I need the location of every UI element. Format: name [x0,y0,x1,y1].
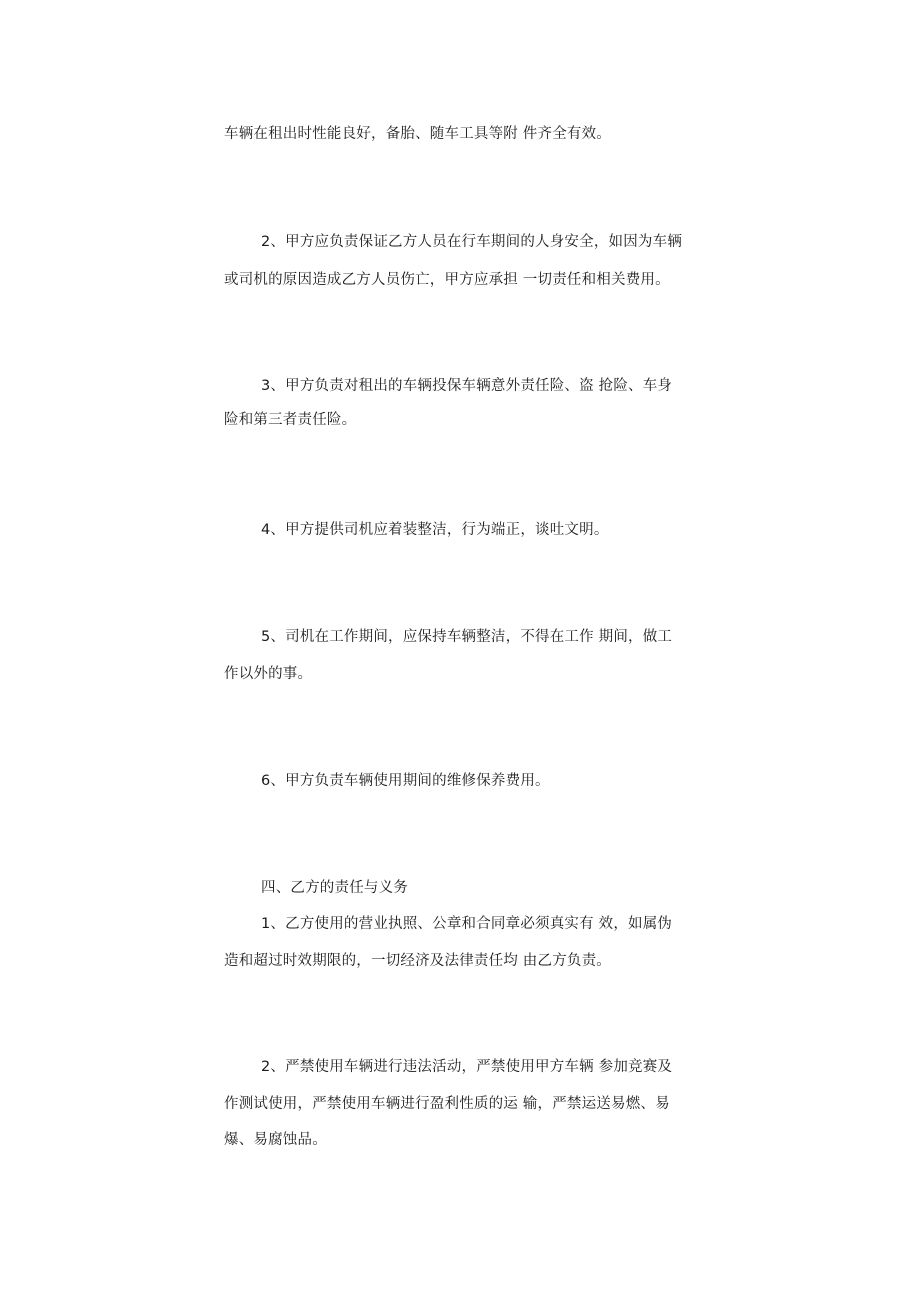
text-line: 2、严禁使用车辆进行违法活动，严禁使用甲方车辆 参加竞赛及 [261,1059,673,1075]
text-line: 4、甲方提供司机应着装整洁，行为端正，谈吐文明。 [261,522,609,538]
text-line: 作以外的事。 [224,666,313,682]
section-heading: 四、乙方的责任与义务 [261,880,408,896]
text-line: 车辆在租出时性能良好，备胎、随车工具等附 件齐全有效。 [224,126,612,142]
text-line: 2、甲方应负责保证乙方人员在行车期间的人身安全，如因为车辆 [261,234,683,250]
text-line: 5、司机在工作期间，应保持车辆整洁，不得在工作 期间，做工 [261,629,673,645]
text-line: 3、甲方负责对租出的车辆投保车辆意外责任险、盗 抢险、车身 [261,378,673,394]
text-line: 爆、易腐蚀品。 [224,1132,327,1148]
text-line: 1、乙方使用的营业执照、公章和合同章必须真实有 效，如属伪 [261,916,673,932]
text-line: 6、甲方负责车辆使用期间的维修保养费用。 [261,773,550,789]
text-line: 险和第三者责任险。 [224,412,357,428]
text-line: 作测试使用，严禁使用车辆进行盈利性质的运 输，严禁运送易燃、易 [224,1096,670,1112]
text-line: 或司机的原因造成乙方人员伤亡，甲方应承担 一切责任和相关费用。 [224,272,670,288]
text-line: 造和超过时效期限的，一切经济及法律责任均 由乙方负责。 [224,953,612,969]
